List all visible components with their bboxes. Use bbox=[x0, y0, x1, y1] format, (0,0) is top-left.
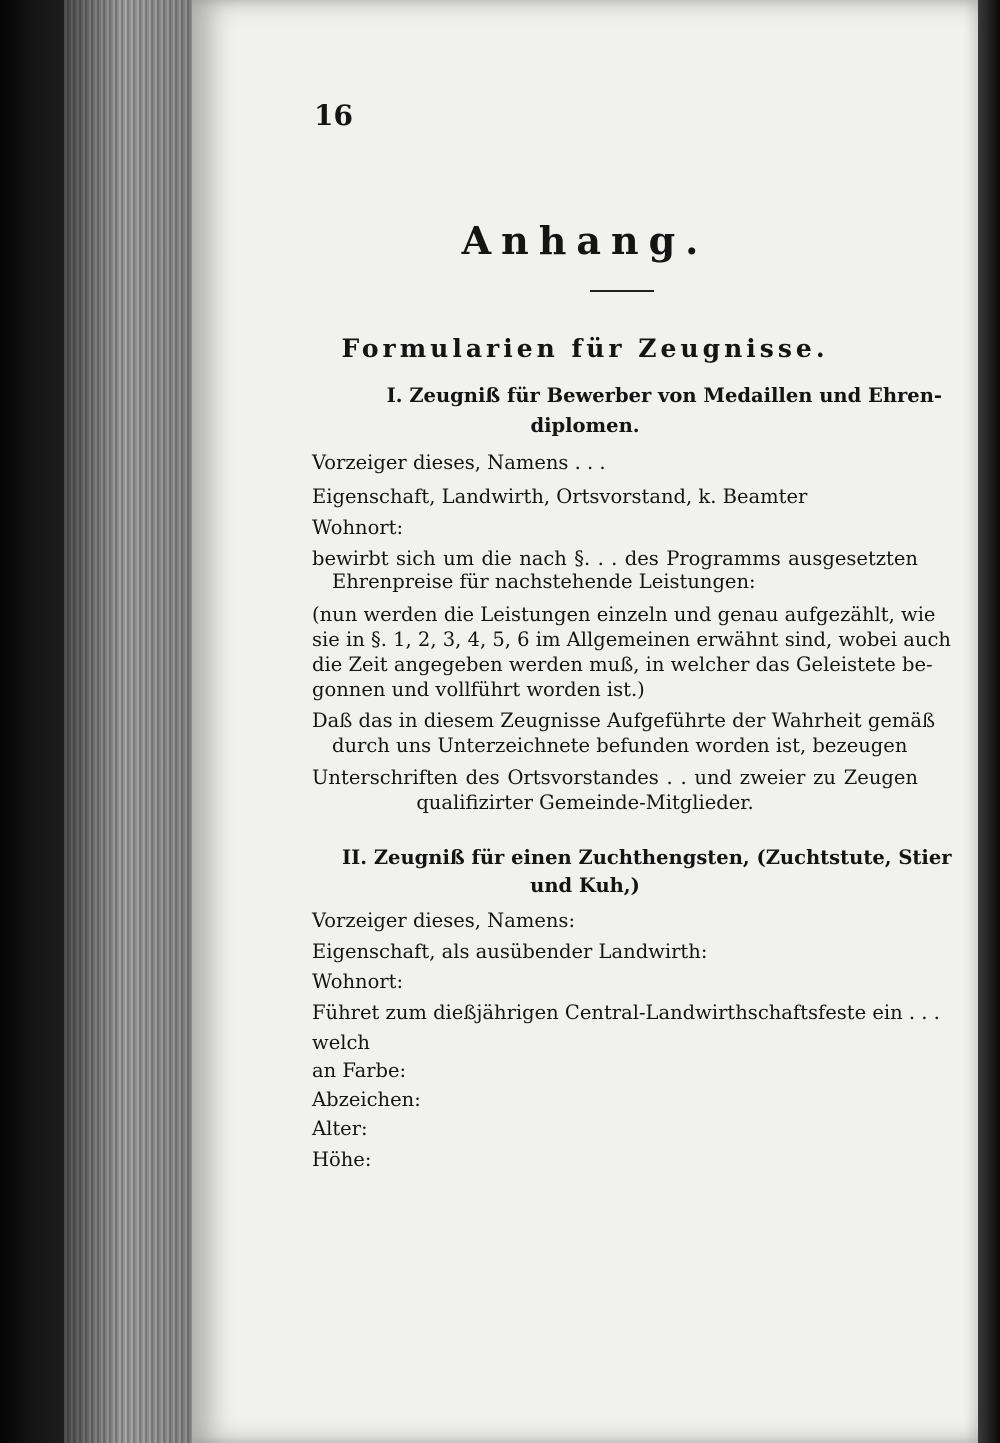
page-heading: Anhang. bbox=[461, 218, 709, 263]
section-2-field: Alter: bbox=[312, 1117, 368, 1140]
section-1-body-line: die Zeit angegeben werden muß, in welcher das Geleistete be- bbox=[312, 653, 933, 676]
section-1-body-line: Unterschriften des Ortsvorstandes . . und zweier zu Zeugen bbox=[312, 766, 918, 789]
section-1-field: Wohnort: bbox=[312, 516, 404, 539]
section-2-field: welch bbox=[312, 1031, 370, 1054]
section-2-title: II. Zeugniß für einen Zuchthengsten, (Zuchtstute, Stier bbox=[342, 846, 952, 869]
section-2-field: Vorzeiger dieses, Namens: bbox=[312, 909, 576, 932]
section-1-body-line: Daß das in diesem Zeugnisse Aufgeführte der Wahrheit gemäß bbox=[312, 709, 936, 732]
page-number: 16 bbox=[314, 99, 353, 132]
printed-page bbox=[192, 0, 978, 1443]
page-subheading: Formularien für Zeugnisse. bbox=[341, 334, 829, 363]
book-spine bbox=[0, 0, 64, 1443]
section-2-field: an Farbe: bbox=[312, 1059, 407, 1082]
section-1-title: I. Zeugniß für Bewerber von Medaillen und Ehren- bbox=[386, 384, 942, 407]
heading-divider bbox=[590, 290, 654, 292]
section-2-field: Abzeichen: bbox=[312, 1088, 421, 1111]
section-2-field: Führet zum dießjährigen Central-Landwirthschaftsfeste ein . . . bbox=[312, 1001, 940, 1024]
right-page-edge bbox=[978, 0, 1000, 1443]
section-2-field: Wohnort: bbox=[312, 970, 404, 993]
section-2-field: Höhe: bbox=[312, 1148, 372, 1171]
section-2-field: Eigenschaft, als ausübender Landwirth: bbox=[312, 940, 708, 963]
section-1-field: Vorzeiger dieses, Namens . . . bbox=[312, 451, 606, 474]
section-1-body-line: durch uns Unterzeichnete befunden worden ist, bezeugen bbox=[332, 734, 908, 757]
section-1-title-continued: diplomen. bbox=[530, 414, 640, 437]
section-1-body-line: gonnen und vollführt worden ist.) bbox=[312, 678, 645, 701]
section-2-title-continued: und Kuh,) bbox=[530, 874, 640, 897]
section-1-body-line: qualifizirter Gemeinde-Mitglieder. bbox=[416, 791, 754, 814]
section-1-body-line: bewirbt sich um die nach §. . . des Programms ausgesetzten bbox=[312, 547, 918, 570]
section-1-body-line: sie in §. 1, 2, 3, 4, 5, 6 im Allgemeinen erwähnt sind, wobei auch bbox=[312, 628, 951, 651]
section-1-body-line: (nun werden die Leistungen einzeln und genau aufgezählt, wie bbox=[312, 603, 936, 626]
section-1-body-line: Ehrenpreise für nachstehende Leistungen: bbox=[332, 570, 756, 593]
section-1-field: Eigenschaft, Landwirth, Ortsvorstand, k. Beamter bbox=[312, 485, 808, 508]
